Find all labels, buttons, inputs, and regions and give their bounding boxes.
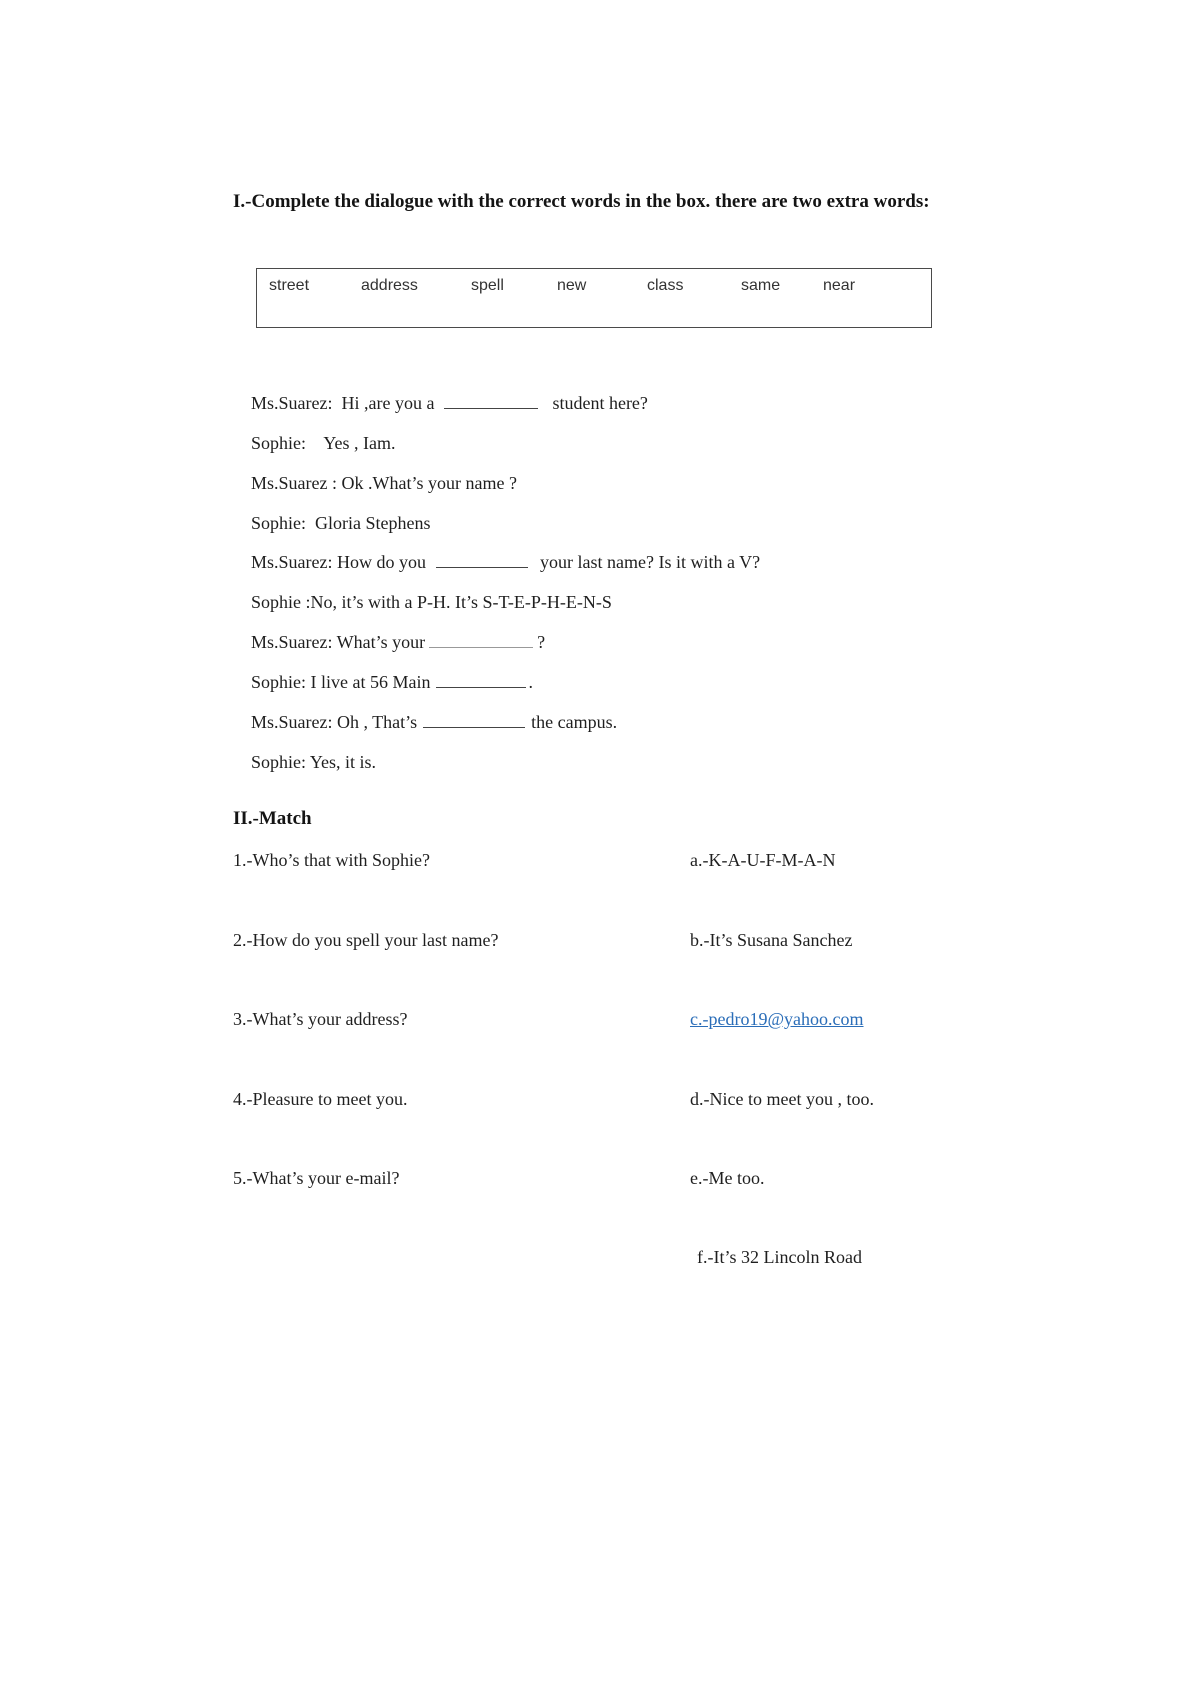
answer-blank[interactable] (423, 713, 525, 728)
word-same: same (741, 277, 781, 294)
section1-title: I.-Complete the dialogue with the correct words in the box. there are two extra words: (233, 191, 930, 212)
dialogue-text: Sophie: I live at 56 Main (251, 672, 431, 692)
word-class: class (647, 277, 684, 294)
answer-blank[interactable] (436, 553, 528, 568)
match-answer: d.-Nice to meet you , too. (690, 1089, 874, 1109)
answer-blank[interactable] (429, 633, 533, 648)
dialogue-text: Ms.Suarez: Oh , That’s (251, 712, 418, 732)
dialogue-text: Ms.Suarez: Hi ,are you a (251, 393, 435, 413)
match-answer: b.-It’s Susana Sanchez (690, 930, 853, 950)
email-link[interactable]: c.-pedro19@yahoo.com (690, 1009, 864, 1029)
match-answer: e.-Me too. (690, 1168, 765, 1188)
dialogue-text: Sophie :No, it’s with a P-H. It’s S-T-E-P-H-E-N-S (251, 592, 612, 612)
match-question: 4.-Pleasure to meet you. (233, 1089, 408, 1109)
word-street: street (269, 277, 310, 294)
dialogue-text: Sophie: Yes, it is. (251, 752, 377, 772)
dialogue-text: ? (537, 632, 546, 652)
dialogue-text: Ms.Suarez: How do you (251, 552, 426, 572)
dialogue-text: the campus. (531, 712, 618, 732)
match-answer: a.-K-A-U-F-M-A-N (690, 850, 836, 870)
section2-title: II.-Match (233, 808, 312, 829)
answer-blank[interactable] (436, 673, 526, 688)
word-spell: spell (471, 277, 504, 294)
dialogue-text: Sophie: Yes , Iam. (251, 433, 396, 453)
answer-blank[interactable] (444, 394, 538, 409)
dialogue-text: student here? (552, 393, 648, 413)
dialogue-text: Sophie: Gloria Stephens (251, 513, 431, 533)
dialogue-text: . (528, 672, 533, 692)
word-box (256, 268, 932, 328)
word-near: near (823, 277, 856, 294)
match-answer: f.-It’s 32 Lincoln Road (697, 1247, 862, 1267)
dialogue-text: your last name? Is it with a V? (539, 552, 761, 572)
match-question: 2.-How do you spell your last name? (233, 930, 499, 950)
dialogue-text: Ms.Suarez: What’s your (251, 632, 426, 652)
match-question: 5.-What’s your e-mail? (233, 1168, 400, 1188)
word-address: address (361, 277, 418, 294)
word-new: new (557, 277, 587, 294)
match-question: 3.-What’s your address? (233, 1009, 408, 1029)
dialogue-line (233, 731, 376, 794)
match-question: 1.-Who’s that with Sophie? (233, 850, 430, 870)
dialogue-text: Ms.Suarez : Ok .What’s your name ? (251, 473, 517, 493)
